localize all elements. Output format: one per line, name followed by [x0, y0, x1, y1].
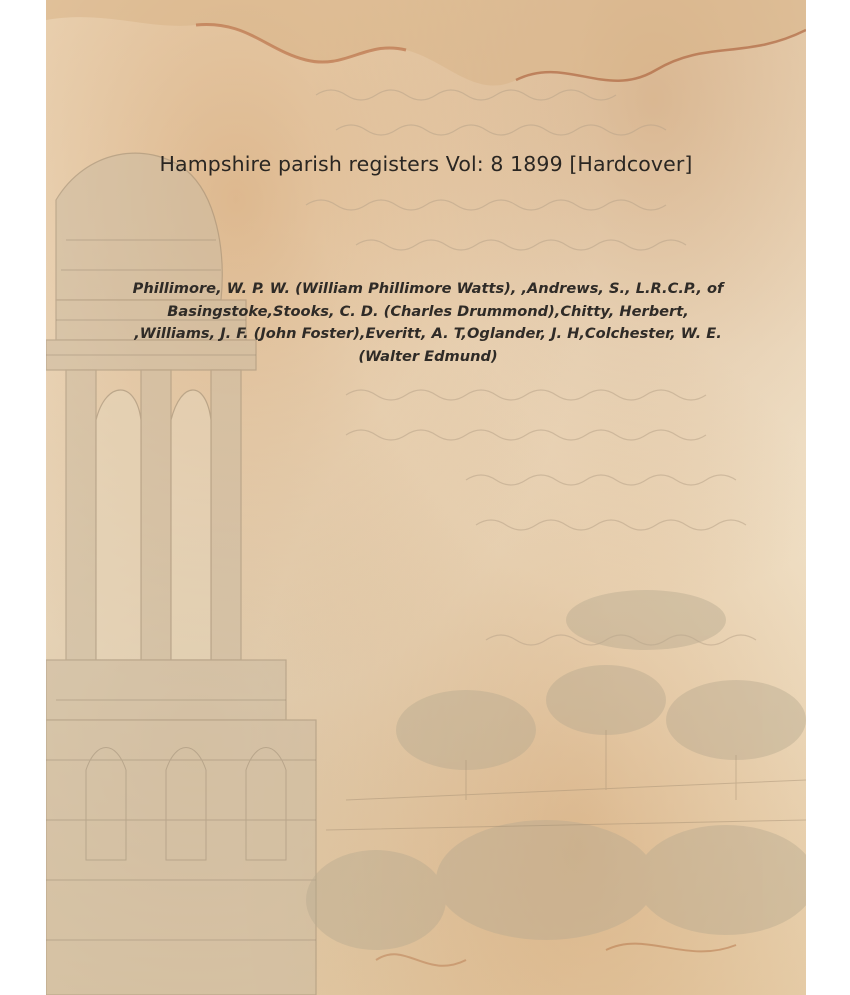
cover-background-illustration: [46, 0, 806, 995]
book-cover: [46, 0, 806, 995]
book-authors: Phillimore, W. P. W. (William Phillimore Watts), ,Andrews, S., L.R.C.P., of Basingstoke,Stooks, C. D. (Charles Drummond),Chitty, Herbert, ,Williams, J. F. (John Foster),Everitt, A. T,Oglander, J. H,Colchester, W. E. (Walter Edmund): [132, 280, 724, 365]
book-title: Hampshire parish registers Vol: 8 1899 [Hardcover]: [159, 152, 693, 176]
